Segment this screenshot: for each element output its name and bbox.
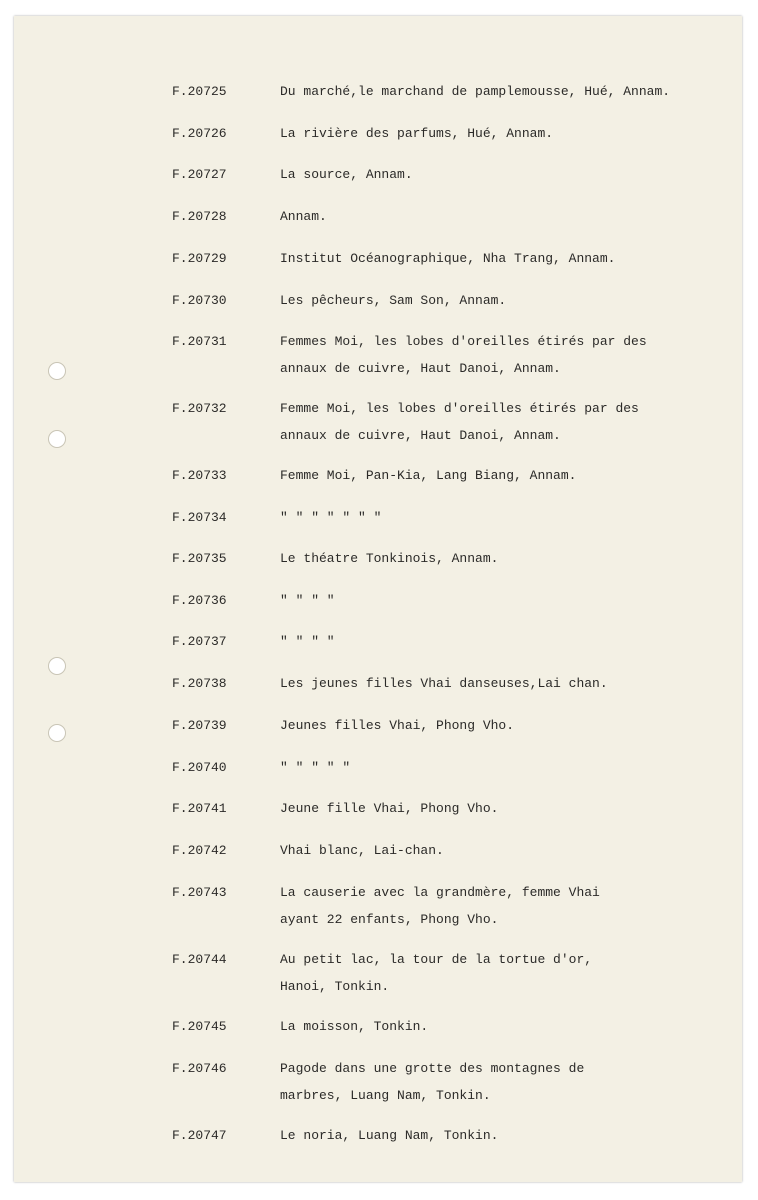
entry-description	[280, 161, 730, 188]
entry-description	[280, 1055, 730, 1109]
description-line: " " " " " " "	[280, 510, 382, 525]
entry-description	[280, 795, 730, 822]
description-line: Les jeunes filles Vhai danseuses,Lai chan.	[280, 676, 608, 691]
description-line: La rivière des parfums, Hué, Annam.	[280, 126, 554, 141]
entry-number: F.20738	[172, 676, 227, 691]
entry-description	[280, 754, 730, 781]
entry-number: F.20734	[172, 510, 227, 525]
entry-number: F.20742	[172, 843, 227, 858]
entry-number: F.20731	[172, 334, 227, 349]
document-page	[14, 16, 742, 1182]
entry-number: F.20732	[172, 401, 227, 416]
description-line: " " " "	[280, 634, 335, 649]
description-line: Vhai blanc, Lai-chan.	[280, 843, 444, 858]
entry-description	[280, 712, 730, 739]
description-line: Jeune fille Vhai, Phong Vho.	[280, 801, 499, 816]
description-line: " " " " "	[280, 760, 351, 775]
entry-description	[280, 395, 730, 449]
entry-description	[280, 203, 730, 230]
entry-number: F.20725	[172, 84, 227, 99]
description-line: Jeunes filles Vhai, Phong Vho.	[280, 718, 515, 733]
entry-number: F.20744	[172, 952, 227, 967]
entry-description	[280, 837, 730, 864]
entry-number: F.20736	[172, 593, 227, 608]
description-line: Les pêcheurs, Sam Son, Annam.	[280, 293, 507, 308]
entry-number: F.20737	[172, 634, 227, 649]
entry-description	[280, 587, 730, 614]
entry-number: F.20745	[172, 1019, 227, 1034]
entry-description	[280, 628, 730, 655]
entry-number: F.20733	[172, 468, 227, 483]
entry-number: F.20739	[172, 718, 227, 733]
description-line: Femmes Moi, les lobes d'oreilles étirés par des	[280, 334, 647, 349]
entry-number: F.20726	[172, 126, 227, 141]
description-line: Femme Moi, Pan-Kia, Lang Biang, Annam.	[280, 468, 577, 483]
entry-description	[280, 1122, 730, 1149]
description-line: ayant 22 enfants, Phong Vho.	[280, 912, 499, 927]
description-line: annaux de cuivre, Haut Danoi, Annam.	[280, 428, 561, 443]
entry-number: F.20741	[172, 801, 227, 816]
description-line: La causerie avec la grandmère, femme Vhai	[280, 885, 600, 900]
entry-number: F.20728	[172, 209, 227, 224]
description-line: Pagode dans une grotte des montagnes de	[280, 1061, 585, 1076]
entry-number: F.20740	[172, 760, 227, 775]
description-line: Institut Océanographique, Nha Trang, Annam.	[280, 251, 616, 266]
entry-description	[280, 78, 730, 105]
entry-description	[280, 287, 730, 314]
entry-description	[280, 545, 730, 572]
catalog-list	[14, 16, 742, 1182]
description-line: La moisson, Tonkin.	[280, 1019, 429, 1034]
entry-description	[280, 946, 730, 1000]
entry-description	[280, 120, 730, 147]
entry-number: F.20746	[172, 1061, 227, 1076]
description-line: Le théatre Tonkinois, Annam.	[280, 551, 499, 566]
entry-description	[280, 462, 730, 489]
entry-description	[280, 670, 730, 697]
entry-description	[280, 504, 730, 531]
description-line: annaux de cuivre, Haut Danoi, Annam.	[280, 361, 561, 376]
description-line: Annam.	[280, 209, 327, 224]
entry-number: F.20747	[172, 1128, 227, 1143]
entry-number: F.20729	[172, 251, 227, 266]
entry-description	[280, 879, 730, 933]
entry-description	[280, 245, 730, 272]
description-line: La source, Annam.	[280, 167, 413, 182]
entry-number: F.20727	[172, 167, 227, 182]
entry-description	[280, 1013, 730, 1040]
description-line: Au petit lac, la tour de la tortue d'or,	[280, 952, 593, 967]
description-line: Femme Moi, les lobes d'oreilles étirés par des	[280, 401, 639, 416]
description-line: marbres, Luang Nam, Tonkin.	[280, 1088, 491, 1103]
description-line: Hanoi, Tonkin.	[280, 979, 390, 994]
entry-number: F.20735	[172, 551, 227, 566]
description-line: Le noria, Luang Nam, Tonkin.	[280, 1128, 499, 1143]
entry-description	[280, 328, 730, 382]
description-line: " " " "	[280, 593, 335, 608]
description-line: Du marché,le marchand de pamplemousse, Hué, Annam.	[280, 84, 671, 99]
entry-number: F.20743	[172, 885, 227, 900]
entry-number: F.20730	[172, 293, 227, 308]
